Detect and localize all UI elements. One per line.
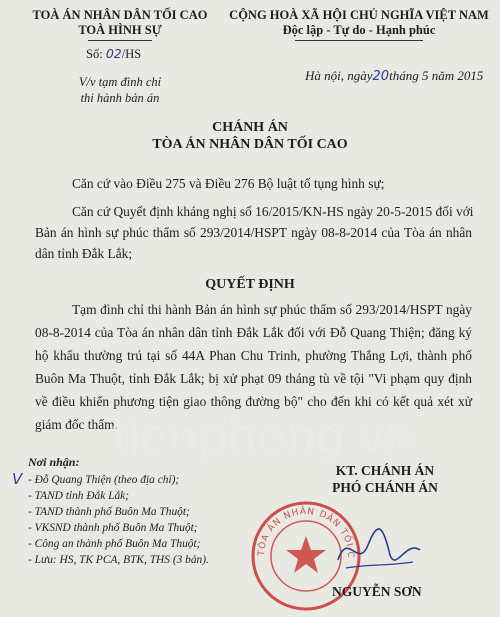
recipient-item: - TAND thành phố Buôn Ma Thuột;: [28, 506, 190, 518]
decision-line-1: Tạm đình chỉ thi hành Bản án hình sự phúc thẩm số 293/2014/HSPT ngày: [72, 302, 472, 317]
title-line1: CHÁNH ÁN: [212, 120, 288, 135]
subject-line1: V/v tạm đình chỉ: [78, 75, 162, 89]
signature-role-line2: PHÓ CHÁNH ÁN: [332, 480, 438, 495]
decision-line-5: về điều khiển phương tiện giao thông đường bộ" cho đến khi có kết quả xét xử: [35, 394, 472, 409]
recipient-item: - VKSND thành phố Buôn Ma Thuột;: [28, 522, 198, 534]
basis-line-3: dân tỉnh Đắk Lắk;: [35, 246, 133, 261]
date-handwritten: 20: [372, 69, 390, 84]
agency-line2: TOÀ HÌNH SỰ: [78, 23, 162, 37]
document-date: [305, 68, 483, 84]
national-underline: [295, 40, 423, 41]
agency-underline: [88, 40, 152, 41]
document-number: [86, 46, 141, 62]
recipient-item: - Lưu: HS, TK PCA, BTK, THS (3 bản).: [28, 554, 209, 566]
recipients-heading: Nơi nhận:: [28, 455, 80, 469]
signature-role: [285, 462, 485, 496]
watermark-logo: tienphong.vn: [112, 408, 414, 464]
signature-role-line1: KT. CHÁNH ÁN: [335, 463, 435, 478]
basis-line-1: Căn cứ Quyết định kháng nghị số 16/2015/KN-HS ngày 20-5-2015 đối với: [72, 204, 474, 219]
seal-ring-text: TÒA ÁN NHÂN DÂN TỐI C: [256, 506, 356, 559]
document-subject: [40, 74, 200, 106]
recipient-item: - Đỗ Quang Thiện (theo địa chỉ);: [28, 474, 180, 486]
subject-line2: thi hành bản án: [80, 91, 160, 105]
document-title: [0, 119, 500, 153]
number-prefix: Số:: [86, 47, 103, 61]
recipient-item: - Công an thành phố Buôn Ma Thuột;: [28, 538, 201, 550]
number-handwritten: 02: [105, 46, 122, 61]
agency-name: [20, 8, 220, 38]
decision-line-4: Buôn Ma Thuột, tỉnh Đắk Lắk; bị xử phạt 09 tháng tù về tội "Vi phạm quy định: [35, 371, 472, 386]
basis-line-2: Bản án hình sự phúc thẩm số 293/2014/HSPT ngày 08-8-2014 của Tòa án nhân: [35, 225, 472, 240]
handwritten-signature: [328, 520, 428, 580]
date-suffix: tháng 5 năm 2015: [389, 68, 484, 83]
national-heading: [228, 8, 490, 38]
date-prefix: Hà nội, ngày: [305, 68, 373, 83]
national-line1: CỘNG HOÀ XÃ HỘI CHỦ NGHĨA VIỆT NAM: [229, 8, 489, 22]
national-line2: Độc lập - Tự do - Hạnh phúc: [282, 23, 436, 37]
recipients-check-mark: V: [12, 470, 23, 488]
decision-line-3: hộ khẩu thường trú tại số 44A Phan Chu Trinh, phường Thắng Lợi, thành phố: [35, 348, 472, 363]
signer-name: NGUYỄN SƠN: [332, 584, 422, 599]
number-suffix: /HS: [121, 47, 142, 61]
basis-paragraph-1: Căn cứ vào Điều 275 và Điều 276 Bộ luật tố tụng hình sự;: [72, 176, 385, 191]
agency-line1: TOÀ ÁN NHÂN DÂN TỐI CAO: [32, 8, 208, 22]
decision-line-6: giám đốc thẩm.: [35, 417, 118, 432]
recipient-item: - TAND tỉnh Đắk Lắk;: [28, 490, 130, 502]
decision-line-2: 08-8-2014 của Tòa án nhân dân tỉnh Đắk Lắk đối với Đỗ Quang Thiện; đăng ký: [35, 325, 472, 340]
decision-heading: QUYẾT ĐỊNH: [205, 277, 295, 292]
title-line2: TÒA ÁN NHÂN DÂN TỐI CAO: [152, 137, 348, 152]
